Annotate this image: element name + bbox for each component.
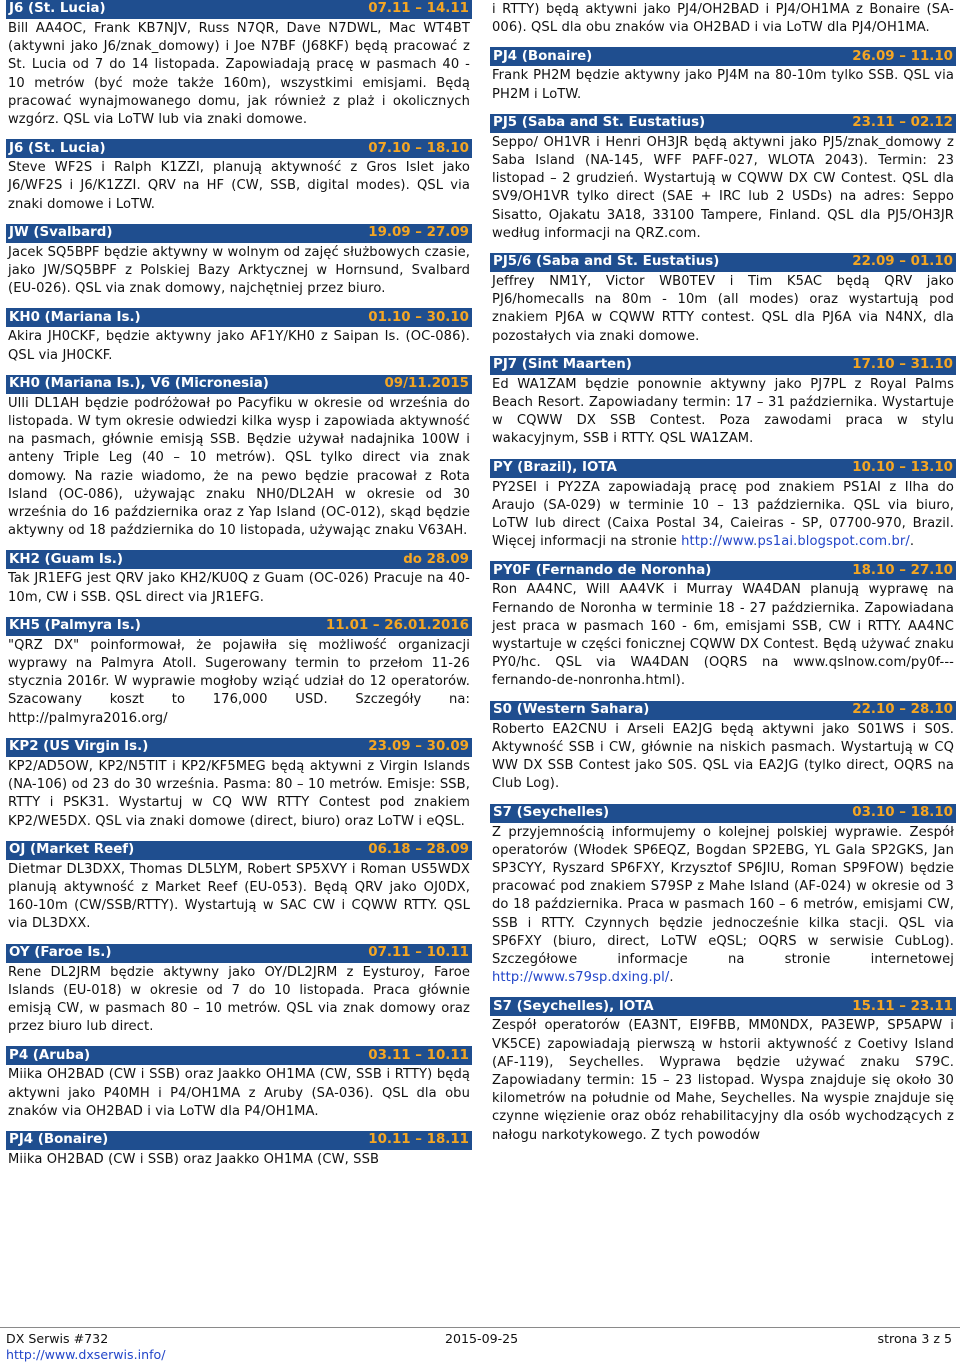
continuation-entry <box>490 0 956 37</box>
entry-region: P4 (Aruba) <box>9 1047 91 1063</box>
entry-text-main: Ulli DL1AH będzie podróżował po Pacyfiku w okresie od września do listopada. W tym okresie odwiedzi kilka wysp i zapowiada aktywność na pasmach, głównie emisją SSB. Będzie używał nadajnika 100W i anteny Triple Leg (40 – 10 metrów). QSL tylko direct via znak domowy. Na razie wiadomo, że na pewo będzie pracował z Rota Island (OC-086), używając znaku NH0/DL2AH w okresie od 30 września do 16 października oraz z Yap Island (OC-012), skąd będzie aktywny od 18 października do 10 listopada, używając znaku V63AH. <box>8 395 470 539</box>
entry-dates: 01.10 – 30.10 <box>368 309 469 325</box>
entry-text <box>490 580 956 690</box>
right-column <box>490 0 956 1155</box>
entry-region: KH2 (Guam Is.) <box>9 551 124 567</box>
entry-dates: 22.09 – 01.10 <box>852 254 953 270</box>
entry-link[interactable]: http://www.ps1ai.blogspot.com.br/ <box>681 534 910 550</box>
entry-header <box>490 804 956 823</box>
entry-dates: 07.11 – 14.11 <box>368 1 469 17</box>
entry-text-main: "QRZ DX" poinformował, że pojawiła się możliwość organizacji wyprawy na Palmyra Atoll. Sugerowany termin to przełom 11-26 stycznia 2016r. W wyprawie mogłoby wziąć udział do 12 operatorów. Szacowany koszt to 176,000 USD. Szczegóły na: http://palmyra2016.org/ <box>8 637 470 726</box>
entry-text <box>490 1016 956 1144</box>
entry-region: KH0 (Mariana Is.), V6 (Micronesia) <box>9 376 269 392</box>
dx-entry <box>6 0 472 129</box>
entry-region: PJ5/6 (Saba and St. Eustatius) <box>493 254 720 270</box>
entry-region: PJ5 (Saba and St. Eustatius) <box>493 115 706 131</box>
entry-text-main: Steve WF2S i Ralph K1ZZI, planują aktywność z Gros Islet jako J6/WF2S i J6/K1ZZI. QRV na HF (CW, SSB, digital modes). QSL via znaki domowe i LoTW. <box>8 160 470 212</box>
entry-header <box>490 459 956 478</box>
entry-text-after: . <box>909 534 915 550</box>
page-number: strona 3 z 5 <box>877 1331 952 1346</box>
entry-header <box>6 375 472 394</box>
dx-entry <box>490 114 956 243</box>
entry-dates: 10.10 – 13.10 <box>852 460 953 476</box>
entry-text <box>6 636 472 728</box>
dx-entry <box>490 561 956 690</box>
entry-text-main: Roberto EA2CNU i Arseli EA2JG będą aktywni jako S01WS i S0S. Aktywność SSB i CW, głównie na niskich pasmach. Wystartują w CQ WW DX SSB Contest jako S0S. QSL via EA2JG (tylko direct, OQRS na Club Log). <box>492 721 954 792</box>
entry-region: S7 (Seychelles) <box>493 804 610 820</box>
entry-text-main: Akira JH0CKF, będzie aktywny jako AF1Y/KH0 z Saipan Is. (OC-086). QSL via JH0CKF. <box>8 329 470 363</box>
entry-text <box>490 823 956 988</box>
entry-region: PY (Brazil), IOTA <box>493 460 617 476</box>
entry-text-main: Jacek SQ5BPF będzie aktywny w wolnym od zajęć służbowych czasie, jako JW/SQ5BPF z Polskiej Bazy Arktycznej w Hornsund, Svalbard (EU-026). QSL via znak domowy, najchętniej przez biuro. <box>8 244 470 297</box>
entry-dates: 23.09 – 30.09 <box>368 739 469 755</box>
entry-header <box>490 997 956 1016</box>
entry-link[interactable]: http://www.s79sp.dxing.pl/ <box>492 970 670 986</box>
dx-entry <box>490 997 956 1144</box>
entry-dates: 26.09 – 11.10 <box>852 48 953 64</box>
entry-region: PJ7 (Sint Maarten) <box>493 357 632 373</box>
entry-text-after: . <box>669 970 674 986</box>
entry-dates: 06.18 – 28.09 <box>368 842 469 858</box>
entry-region: JW (Svalbard) <box>9 225 113 241</box>
entry-header <box>6 841 472 860</box>
entry-text-main: Zespół operatorów (EA3NT, EI9FBB, MM0NDX, PA3EWP, SP5APW i VK5CE) zapowiadają pierwszą w hstorii aktywność z Coetivy Island (AF-119), Seychelles. Wyprawa będzie używać znaku S79C. Zapowiadany termin: 15 – 23 listopad. Wyspa znajduje się około 30 kilometrów na południe od Mahe, Seychelles. Na wyspie znajduje się czynne więzienie oraz obóz rehabilitacyjny dla osób wychodzących z nałogu narkotykowego. Z tych powodów <box>492 1018 954 1143</box>
entry-dates: 09/11.2015 <box>384 376 469 392</box>
entry-text <box>6 1065 472 1121</box>
entry-dates: 03.11 – 10.11 <box>368 1047 469 1063</box>
entry-dates: 23.11 – 02.12 <box>852 115 953 131</box>
entry-header <box>6 617 472 636</box>
entry-text <box>6 394 472 541</box>
entry-text <box>6 19 472 129</box>
entry-region: OY (Faroe Is.) <box>9 944 112 960</box>
entry-text-main: Ron AA4NC, Will AA4VK i Murray WA4DAN planują wyprawę na Fernando de Noronha w terminie 18 - 27 października. Zapowiadana jest praca w pasmach 160 - 6m, emisjami SSB, CW i RTTY. AA4NC wystartuje w części fonicznej CQWW DX Contest. Będą używać znaku PY0/hc. QSL via WA4DAN (OQRS na www.qslnow.com/py0f---fernando-de-nonronha.html). <box>492 582 954 689</box>
entry-dates: 11.01 – 26.01.2016 <box>325 618 469 634</box>
entry-text <box>490 133 956 243</box>
entry-text <box>6 757 472 831</box>
page-footer <box>0 1327 960 1366</box>
entry-header <box>490 47 956 66</box>
entry-header <box>6 139 472 158</box>
dx-entry <box>6 738 472 831</box>
entry-text-main: Rene DL2JRM będzie aktywny jako OY/DL2JRM z Eysturoy, Faroe Islands (EU-018) w okresie od 7 do 10 listopada. Praca głównie emisją CW, w pasmach 80 – 10 metrów. QSL via znak domowy oraz przez biuro lub direct. <box>8 964 470 1035</box>
entry-dates: 19.09 – 27.09 <box>368 225 469 241</box>
left-column <box>6 0 472 1179</box>
entry-text-main: Bill AA4OC, Frank KB7NJV, Russ N7QR, Dave N7DWL, Mac WT4BT (aktywni jako J6/znak_domowy) i Joe N7BF (J68KF) będą pracować z St. Lucia od 7 do 14 listopada. Zapowiadają pracę w pasmach 40 - 10 metrów (być może także 160m), wszystkimi emisjami. Będą pracować wynajmowanego domu, jak również z plaż i okolicznych wzgórz. QSL via LoTW lub via znaki domowe. <box>8 21 470 128</box>
dx-entry <box>490 804 956 988</box>
entry-region: OJ (Market Reef) <box>9 842 135 858</box>
entry-region: KH0 (Mariana Is.) <box>9 309 141 325</box>
entry-text <box>6 963 472 1037</box>
entry-region: PJ4 (Bonaire) <box>493 48 593 64</box>
entry-header <box>490 114 956 133</box>
entry-header <box>6 224 472 243</box>
entry-header <box>6 1046 472 1065</box>
entry-text-main: Tak JR1EFG jest QRV jako KH2/KU0Q z Guam (OC-026) Pracuje na 40-10m, CW i SSB. QSL direct via JR1EFG. <box>8 571 470 605</box>
entry-region: J6 (St. Lucia) <box>9 1 106 17</box>
dx-entry <box>490 701 956 794</box>
entry-header <box>490 356 956 375</box>
dx-entry <box>6 375 472 541</box>
dx-entry <box>490 356 956 449</box>
dx-entry <box>6 841 472 934</box>
entry-text-main: Jeffrey NM1Y, Victor WB0TEV i Tim K5AC będą QRV jako PJ6/homecalls na 80m - 10m (all modes) oraz wystartują pod znakiem PJ6A w CQWW RTTY contest. QSL dla PJ6A via N4NX, dla pozostałych via znaki domowe. <box>492 274 954 344</box>
entry-dates: 15.11 – 23.11 <box>852 998 953 1014</box>
entry-header <box>6 550 472 569</box>
entry-region: PJ4 (Bonaire) <box>9 1132 109 1148</box>
entry-text <box>490 66 956 103</box>
issue-number: DX Serwis #732 <box>6 1331 109 1346</box>
entry-text <box>6 860 472 934</box>
footer-url-link[interactable]: http://www.dxserwis.info/ <box>6 1347 166 1362</box>
dx-entry <box>6 308 472 364</box>
entry-dates: 10.11 – 18.11 <box>368 1132 469 1148</box>
entry-header <box>6 308 472 327</box>
dx-entry <box>490 47 956 103</box>
entry-text <box>490 720 956 794</box>
entry-text-main: PY2SEI i PY2ZA zapowiadają pracę pod znakiem PS1AI z Ilha do Araujo (SA-029) w terminie 10 – 13 października. QSL via biuro, LoTW lub direct (Caixa Postal 34, Caieiras - SP, 07700-970, Brazil. Więcej informacji na stronie <box>492 479 954 550</box>
entry-text <box>490 272 956 346</box>
entry-dates: do 28.09 <box>403 551 469 567</box>
dx-entry <box>490 459 956 552</box>
dx-entry <box>6 139 472 214</box>
entry-region: KH5 (Palmyra Is.) <box>9 618 141 634</box>
entry-text-main: Ed WA1ZAM będzie ponownie aktywny jako PJ7PL z Royal Palms Beach Resort. Zapowiadany termin: 17 – 31 października. Wystartuje w CQWW DX SSB Contest. Poza zawodami praca w stylu wakacyjnym, SSB i RTTY. QSL WA1ZAM. <box>492 376 954 447</box>
entry-dates: 03.10 – 18.10 <box>852 804 953 820</box>
entry-text: i RTTY) będą aktywni jako PJ4/OH2BAD i PJ4/OH1MA z Bonaire (SA-006). QSL dla obu znaków via OH2BAD i via LoTW dla PJ4/OH1MA. <box>492 2 954 36</box>
entry-header <box>6 0 472 19</box>
entry-dates: 22.10 – 28.10 <box>852 702 953 718</box>
entry-region: S7 (Seychelles), IOTA <box>493 998 654 1014</box>
dx-entry <box>6 224 472 299</box>
entry-dates: 18.10 – 27.10 <box>852 562 953 578</box>
entry-text-main: Miika OH2BAD (CW i SSB) oraz Jaakko OH1MA (CW, SSB <box>8 1151 380 1167</box>
entry-header <box>490 253 956 272</box>
entry-text-main: KP2/AD5OW, KP2/N5TIT i KP2/KF5MEG będą aktywni z Virgin Islands (NA-106) od 23 do 30 września. Pasma: 80 – 10 metrów. Emisje: SSB, RTTY i PSK31. Wystartuj w CQ WW RTTY Contest pod znakiem KP2/WE5DX. QSL via znaki domowe (direct, biuro) oraz LoTW i eQSL. <box>8 758 470 829</box>
dx-entry <box>6 944 472 1037</box>
entry-text <box>6 569 472 606</box>
entry-text-main: Z przyjemnością informujemy o kolejnej polskiej wyprawie. Zespół operatorów (Włodek SP6EQZ, Bogdan SP2EBG, YL Gala SP2GKS, Jan SP3CYY, Ryszard SP6FXY, Krzysztof SP6JIU, Roman SP9FOW) będzie pracować pod znakiem S79SP z Mahe Island (AF-024) w okresie od 3 do 18 października. Praca w pasmach 160 – 6 metrów, emisjami CW, SSB i RTTY. Czynnych będzie jednocześnie kilka stacji. QSL via SP6FXY (biuro, direct, LoTW eQSL; OQRS w serwisie CubLog). Szczegółowe informacje na stronie internetowej <box>492 824 954 967</box>
entry-text-main: Dietmar DL3DXX, Thomas DL5LYM, Robert SP5XVY i Roman US5WDX planują aktywność z Market Reef (EU-053). Będą QRV jako OJ0DX, 160-10m (CW/SSB/RTTY). Wystartują w SAC CW i CQWW RTTY. QSL via DL3DXX. <box>8 861 470 932</box>
entry-region: J6 (St. Lucia) <box>9 140 106 156</box>
entry-dates: 17.10 – 31.10 <box>852 357 953 373</box>
dx-entry <box>6 1131 472 1169</box>
entry-header <box>6 944 472 963</box>
entry-text <box>6 243 472 299</box>
entry-header <box>490 701 956 720</box>
dx-entry <box>6 617 472 728</box>
entry-region: KP2 (US Virgin Is.) <box>9 739 149 755</box>
entry-text <box>6 158 472 214</box>
entry-dates: 07.10 – 18.10 <box>368 140 469 156</box>
dx-entry <box>490 253 956 346</box>
entry-text-main: Frank PH2M będzie aktywny jako PJ4M na 80-10m tylko SSB. QSL via PH2M i LoTW. <box>492 68 954 102</box>
entry-header <box>490 561 956 580</box>
entry-text <box>490 375 956 449</box>
issue-date: 2015-09-25 <box>445 1331 519 1346</box>
entry-text-main: Seppo/ OH1VR i Henri OH3JR będą aktywni jako PJ5/znak_domowy z Saba Island (NA-145, WFF PAFF-027, WLOTA 2043). Termin: 23 listopad – 2 grudzień. Wystartują w CQWW DX CW Contest. QSL dla SV9/OH1VR tylko direct (SAE + IRC lub 2 USDs) na adres: Seppo Sisatto, Ojakatu 3A18, 33100 Tampere, Finland. QSL dla PJ5/OH3JR według informacji na QRZ.com. <box>492 134 954 241</box>
entry-dates: 07.11 – 10.11 <box>368 944 469 960</box>
entry-text-main: Miika OH2BAD (CW i SSB) oraz Jaakko OH1MA (CW, SSB i RTTY) będą aktywni jako P40MH i P4/OH1MA z Aruby (SA-036). QSL dla obu znaków via OH2BAD i via LoTW dla P4/OH1MA. <box>8 1067 470 1119</box>
entry-region: PY0F (Fernando de Noronha) <box>493 562 712 578</box>
entry-header <box>6 738 472 757</box>
dx-entry <box>6 1046 472 1121</box>
entry-text <box>6 1150 472 1169</box>
dx-entry <box>6 550 472 606</box>
entry-region: S0 (Western Sahara) <box>493 702 650 718</box>
entry-text <box>6 327 472 364</box>
entry-text <box>490 478 956 552</box>
entry-header <box>6 1131 472 1150</box>
